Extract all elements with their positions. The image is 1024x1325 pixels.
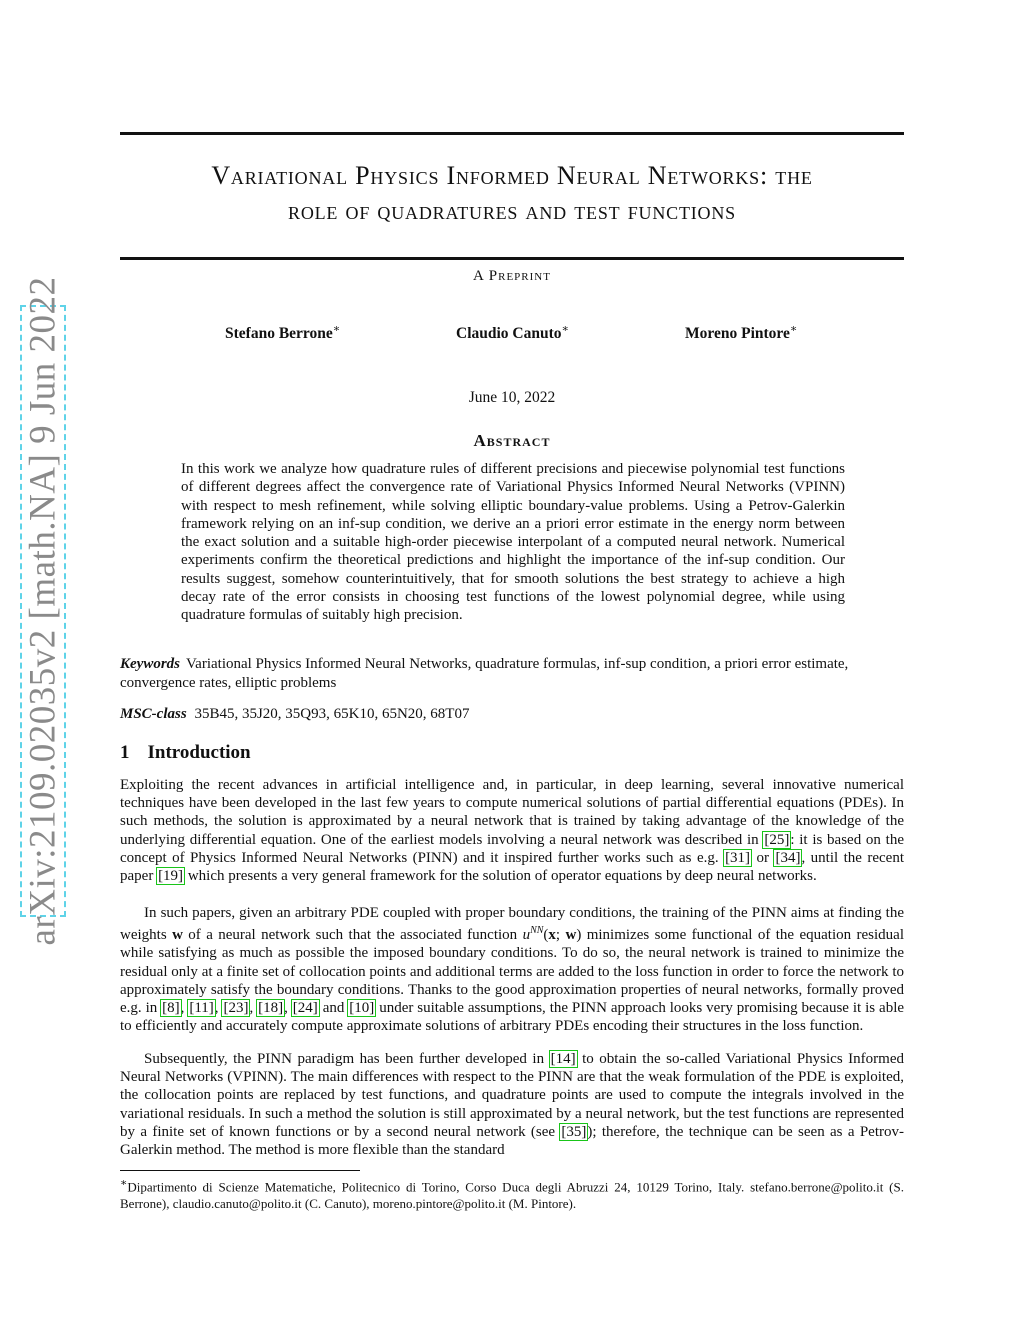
intro-paragraph-3 — [120, 1050, 904, 1159]
paper-title — [120, 158, 904, 228]
separator: , — [214, 1000, 223, 1017]
arxiv-identifier-stamp[interactable] — [20, 276, 66, 946]
msc-class-text: 35B45, 35J20, 35Q93, 65K10, 65N20, 68T07 — [194, 706, 470, 722]
citation-link[interactable]: [18] — [258, 1000, 284, 1017]
author-footnote-mark[interactable]: ∗ — [561, 323, 570, 335]
citation-link[interactable]: [31] — [725, 849, 751, 866]
author-name: Moreno Pintore — [685, 325, 790, 343]
title-bottom-rule — [120, 257, 904, 260]
title-top-rule — [120, 132, 904, 135]
abstract-text: In this work we analyze how quadrature rules of different precisions and piecewise polynomial test functions of different degrees affect the convergence rate of Variational Physics Informed Neural Networks (VPINN) with respect to mesh refinement, while solving elliptic boundary-value problems. Using a Petrov-Galerkin framework relying on an inf-sup condition, we derive an a priori error estimate in the energy norm between the exact solution and a suitable high-order piecewise interpolant of a computed neural network. Numerical experiments confirm the theoretical predictions and highlight the importance of the inf-sup condition. Our results suggest, somehow counterintuitively, that for smooth solutions the best strategy to achieve a high decay rate of the error consists in choosing test functions of the lowest polynomial degree, while using quadrature formulas of suitably high precision. — [181, 461, 845, 624]
math-paren: ) — [576, 927, 582, 944]
author-name: Stefano Berrone — [225, 325, 333, 343]
separator: , — [284, 1000, 292, 1017]
citation-link[interactable]: [19] — [158, 868, 184, 885]
paragraph-text: to obtain the so-called Variational Physics Informed Neural Networks (VPINN). The main differences with respect to the PINN are that the weak formulation of the PDE is exploited, the collocation points are replaced by test functions, and quadrature points are used to compute the integrals involved in the variational residuals. In such a method the solution is still approximated by a neural network, but the test functions are represented by a finite set of known functions or by a second neural network (see — [120, 1051, 904, 1140]
paragraph-text: In such papers, given an arbitrary PDE coupled with proper boundary conditions, the training of the PINN aims at finding the weights — [120, 905, 904, 944]
keywords — [120, 655, 904, 692]
math-x: x — [548, 927, 556, 944]
math-weights: w — [172, 927, 183, 944]
citation-link[interactable]: [8] — [162, 1000, 180, 1017]
title-line-2: role of quadratures and test functions — [288, 196, 736, 225]
paragraph-text: , until the recent paper — [120, 849, 905, 885]
author-2 — [456, 322, 569, 343]
preprint-label: A Preprint — [473, 268, 551, 284]
paragraph-text: Subsequently, the PINN paradigm has been further developed in — [144, 1051, 550, 1067]
footnote-affiliation — [120, 1175, 904, 1212]
title-line-1: Variational Physics Informed Neural Networks: the — [211, 161, 813, 190]
footnote-text: Dipartimento di Scienze Matematiche, Politecnico di Torino, Corso Duca degli Abruzzi 24, 10129 Torino, Italy. stefano.berrone@polito.it (S. Berrone), claudio.canuto@polito.it (C. Canuto), moreno.pintore@polito.it (M. Pintore). — [120, 1179, 904, 1211]
paragraph-text: or — [751, 849, 775, 866]
msc-class — [120, 706, 904, 723]
paragraph-text: ); therefore, the technique can be seen as a Petrov-Galerkin method. The method is more flexible than the standard — [120, 1123, 905, 1159]
citation-link[interactable]: [35] — [561, 1123, 587, 1140]
abstract-heading: Abstract — [473, 431, 551, 450]
math-function-u: u — [522, 927, 531, 944]
section-title: Introduction — [147, 742, 251, 763]
footnote-mark: ∗ — [120, 1177, 128, 1189]
paragraph-text: which presents a very general framework for the solution of operator equations by deep neural networks. — [184, 868, 817, 885]
citation-link[interactable]: [34] — [775, 849, 801, 866]
section-number: 1 — [120, 742, 130, 763]
citation-link[interactable]: [23] — [223, 1000, 249, 1017]
msc-class-label: MSC-class — [120, 706, 187, 722]
intro-paragraph-2 — [120, 904, 904, 1035]
section-heading-introduction — [120, 742, 251, 764]
citation-link[interactable]: [14] — [550, 1051, 576, 1067]
footnote-rule — [120, 1170, 360, 1171]
paragraph-text: of a neural network such that the associated function — [182, 927, 523, 944]
arxiv-identifier-text: arXiv:2109.02035v2 [math.NA] 9 Jun 2022 — [22, 276, 64, 946]
paragraph-text: Exploiting the recent advances in artificial intelligence and, in particular, in deep learning, several innovative numerical techniques have been developed in the last few years to compute numerical solutions of partial differential equations (PDEs). In such methods, the solution is approximated by a neural network that is trained by taking advantage of the knowledge of the underlying differential equation. One of the earliest models involving a neural network was described in — [120, 777, 904, 848]
citation-link[interactable]: [25] — [764, 831, 790, 848]
paragraph-text: under suitable assumptions, the PINN approach looks very promising because it is able to efficiently and accurately compute approximate solutions of arbitrary PDEs encoding their structures in the loss function. — [120, 1000, 905, 1035]
author-3 — [685, 322, 797, 343]
math-paren: ( — [543, 927, 549, 944]
math-semicolon: ; — [555, 927, 566, 944]
author-name: Claudio Canuto — [456, 325, 562, 343]
math-superscript-nn: NN — [530, 925, 544, 937]
author-footnote-mark[interactable]: ∗ — [789, 323, 798, 335]
keywords-text: Variational Physics Informed Neural Networks, quadrature formulas, inf-sup condition, a priori error estimate, convergence rates, elliptic problems — [120, 656, 849, 691]
keywords-label: Keywords — [120, 656, 180, 672]
publication-date: June 10, 2022 — [468, 389, 556, 406]
separator: , — [180, 1000, 189, 1017]
paragraph-text: minimizes some functional of the equation residual while satisfying as much as possible the imposed boundary conditions. To do so, the neural network is trained to minimize the residual only at a finite set of collocation points and additional terms are added to the loss function in order to force the network to approximately satisfy the boundary conditions. Thanks to the good approximation properties of neural networks, formally proved e.g. in — [120, 927, 904, 1017]
citation-link[interactable]: [24] — [292, 1000, 318, 1017]
author-footnote-mark[interactable]: ∗ — [332, 323, 341, 335]
author-1 — [225, 322, 340, 343]
intro-paragraph-1 — [120, 776, 904, 885]
citation-link[interactable]: [11] — [189, 1000, 214, 1017]
paragraph-text: : it is based on the concept of Physics Informed Neural Networks (PINN) and it inspired further works such as e.g. — [120, 831, 904, 866]
math-w: w — [565, 927, 577, 944]
citation-link[interactable]: [10] — [349, 1000, 375, 1017]
separator: and — [318, 1000, 349, 1017]
separator: , — [249, 1000, 258, 1017]
